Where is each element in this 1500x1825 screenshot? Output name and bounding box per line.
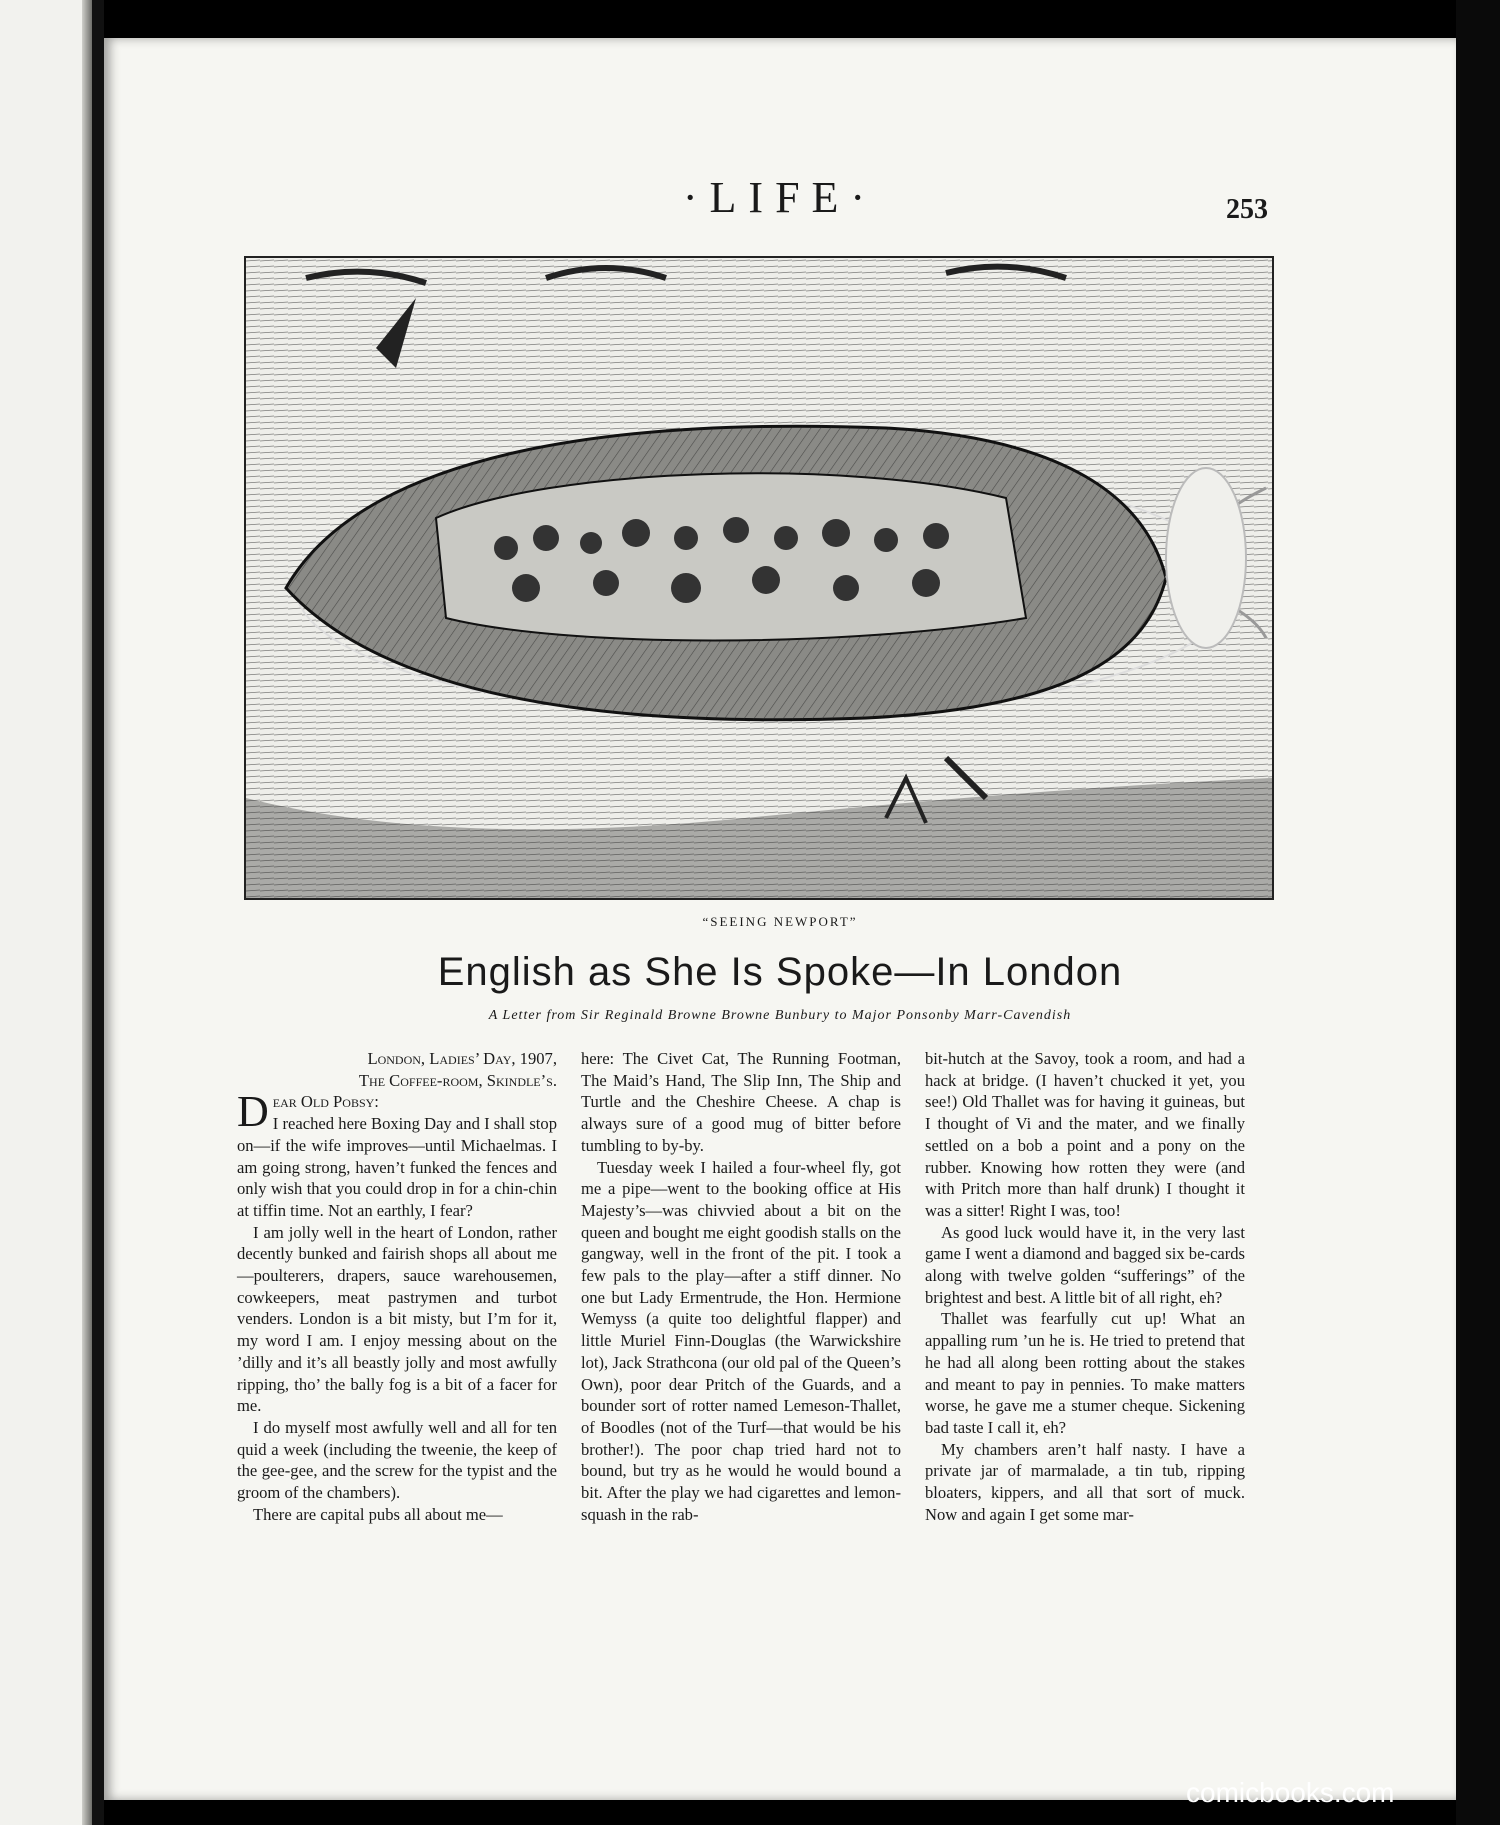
paragraph: There are capital pubs all about me— [253, 1504, 503, 1524]
illustration-caption: “SEEING NEWPORT” [702, 914, 858, 929]
article-subhead: A Letter from Sir Reginald Browne Browne Bunbury to Major Ponsonby Marr-Cavendish [488, 1008, 1072, 1023]
text-column-3 [925, 1048, 1245, 1525]
text-column-2 [581, 1048, 901, 1525]
paragraph: I reached here Boxing Day and I shall stop on—if the wife improves—until Michaelmas. I am going strong, haven’t funked the fences and only wish that you could drop in for a chin-chin at tiffin time. Not an earthly, I fear? [237, 1114, 557, 1220]
book-gutter [92, 0, 104, 1825]
page-number: 253 [1226, 194, 1268, 225]
salutation-text: ear Old Pobsy: [272, 1092, 379, 1112]
paragraph: As good luck would have it, in the very last game I went a diamond and bagged six be-cards along with twelve golden “sufferings” of the brightest and best. A little bit of all right, eh? [925, 1222, 1245, 1307]
magazine-page [104, 38, 1456, 1800]
paragraph: I am jolly well in the heart of London, rather decently bunked and fairish shops all about me—poulterers, drapers, sauce warehousemen, cowkeepers, meat pastrymen and turbot venders. London is a bit misty, but I’m for it, my word I am. I enjoy messing about on the ’dilly and it’s all beastly jolly and most awfully ripping, tho’ the bally fog is a bit of a facer for me. [237, 1222, 557, 1416]
salutation [237, 1087, 557, 1137]
scan-border [1456, 0, 1500, 1825]
paragraph: Thallet was fearfully cut up! What an appalling rum ’un he is. He tried to pretend that he had all along been rotting about the stakes and meant to pay in pennies. To make matters worse, he gave me a stumer cheque. Sickening bad taste I call it, eh? [925, 1309, 1245, 1437]
watermark: comicbooks.com [1186, 1777, 1395, 1808]
drop-cap: D [237, 1087, 269, 1137]
illustration-airship [244, 256, 1274, 900]
masthead: ·LIFE· [682, 173, 878, 222]
page-edge-shadow [82, 0, 92, 1825]
dateline [237, 1048, 557, 1091]
paragraph: bit-hutch at the Savoy, took a room, and had a hack at bridge. (I haven’t chucked it yet, you see!) Old Thallet was for having it guineas, but I thought of Vi and the mater, and we finally settled on a bob a point and a pony on the rubber. Knowing how rotten they were (and with Pritch more than half drunk) I thought it was a sitter! Right I was, too! [925, 1049, 1245, 1220]
paragraph: here: The Civet Cat, The Running Footman, The Maid’s Hand, The Slip Inn, The Ship and Turtle and the Cheshire Cheese. A chap is always sure of a good mug of bitter before tumbling to by-by. [581, 1049, 901, 1155]
paragraph: I do myself most awfully well and all for ten quid a week (including the tweenie, the keep of the gee-gee, and the screw for the typist and the groom of the chambers). [237, 1417, 557, 1503]
paragraph: Tuesday week I hailed a four-wheel fly, got me a pipe—went to the booking office at His Majesty’s—was chivvied about a bit on the queen and bought me eight goodish stalls on the gangway, well in the front of the pit. I took a few pals to the play—after a stiff dinner. No one but Lady Ermentrude, the Hon. Hermione Wemyss (a quite too delightful flapper) and little Muriel Finn-Douglas (the Warwickshire lot), Jack Strathcona (our old pal of the Queen’s Own), poor dear Pritch of the Guards, and a bounder sort of rotter named Lemeson-Thallet, of Boodles (not of the Turf—that would be his brother!). The poor chap tried hard not to bound, but try as he would he would bound a bit. After the play we had cigarettes and lemon-squash in the rab- [581, 1157, 901, 1524]
article-headline: English as She Is Spoke—In London [437, 950, 1123, 994]
dateline-line-2: The Coffee-room, Skindle’s. [358, 1070, 557, 1090]
dateline-line-1: London, Ladies’ Day, 1907, [367, 1049, 557, 1068]
paragraph: My chambers aren’t half nasty. I have a private jar of marmalade, a tin tub, ripping bloaters, kippers, and all that sort of muck. Now and again I get some mar- [925, 1439, 1245, 1524]
text-column-1 [237, 1048, 557, 1525]
airship-drawing [246, 258, 1272, 898]
left-page-edge [0, 0, 92, 1825]
